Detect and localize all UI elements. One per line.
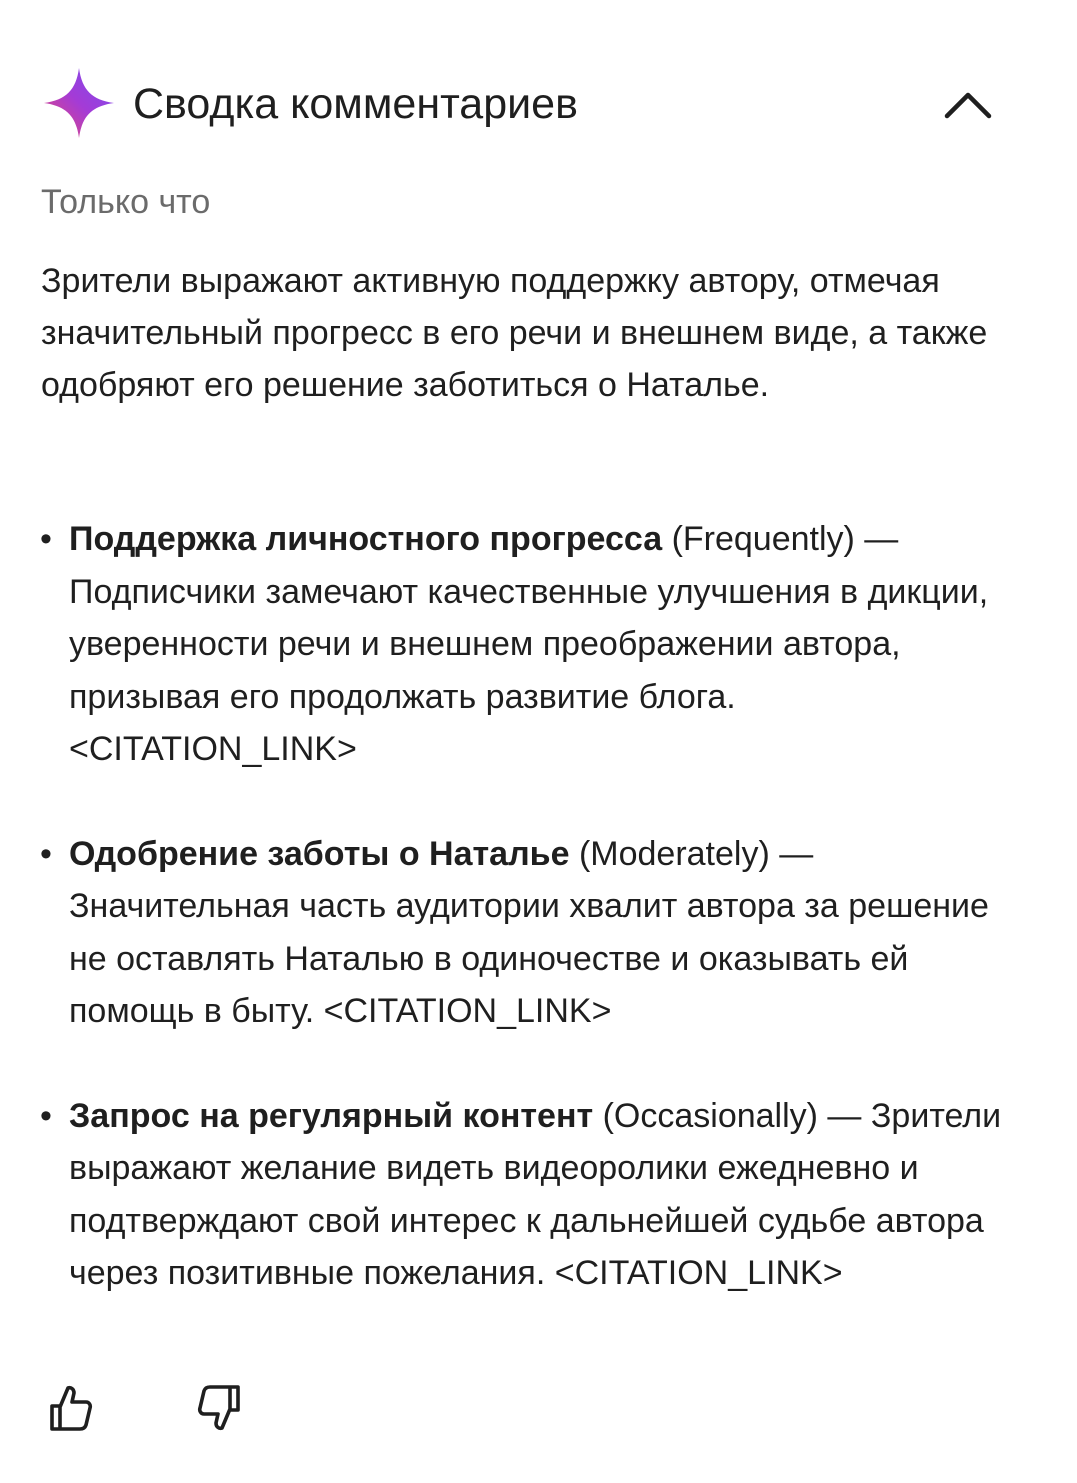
topic-item: [0, 828, 1004, 1038]
summary-header: [40, 66, 1040, 142]
topic-frequency: (Moderately) —: [578, 834, 814, 873]
topic-item: [0, 513, 1004, 776]
topic-title: Поддержка личностного прогресса: [69, 520, 663, 558]
bullet: •: [40, 520, 52, 558]
topic-text: Зрители выражают желание видеть видеоролики ежедневно и подтверждают свой интерес к дальнейшей судьбе автора через позитивные пожелания. <CITATION_LINK>: [69, 1096, 1002, 1292]
chevron-up-icon: [942, 88, 994, 120]
summary-text: Зрители выражают активную поддержку автору, отмечая значительный прогресс в его речи и внешнем виде, а также одобряют его решение заботиться о Наталье.: [41, 262, 988, 404]
topic-list: [0, 513, 1077, 1300]
topic-frequency: (Occasionally) —: [602, 1096, 862, 1135]
topic-text: Подписчики замечают качественные улучшения в дикции, уверенности речи и внешнем преображении автора, призывая его продолжать развитие блога. <CITATION_LINK>: [69, 572, 989, 768]
bullet: •: [40, 834, 52, 873]
like-button[interactable]: [40, 1378, 100, 1438]
dislike-button[interactable]: [190, 1378, 250, 1438]
topic-item: [0, 1090, 1004, 1300]
thumbs-down-icon: [196, 1382, 244, 1434]
topic-frequency: (Frequently) —: [671, 520, 899, 558]
feedback-bar: [40, 1378, 280, 1442]
topic-title: Одобрение заботы о Наталье: [69, 834, 570, 873]
sparkle-icon: [42, 66, 116, 140]
bullet: •: [40, 1096, 52, 1135]
collapse-button[interactable]: [940, 76, 996, 132]
timestamp: Только что: [41, 183, 211, 221]
thumbs-up-icon: [46, 1382, 94, 1434]
topic-text: Значительная часть аудитории хвалит автора за решение не оставлять Наталью в одиночестве и оказывать ей помощь в быту. <CITATION_LINK>: [69, 887, 989, 1030]
topic-title: Запрос на регулярный контент: [69, 1096, 594, 1135]
summary-title: Сводка комментариев: [133, 80, 578, 128]
